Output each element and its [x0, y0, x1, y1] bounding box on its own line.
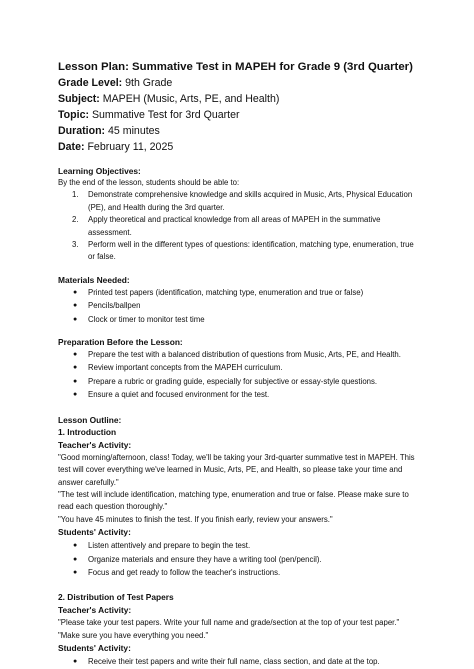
document-content: [58, 60, 420, 669]
list-item: ● Printed test papers (identification, matching type, enumeration and true or false): [58, 286, 420, 299]
distribution-title: 2. Distribution of Test Papers: [58, 592, 174, 603]
list-item: ● Organize materials and ensure they have a writing tool (pen/pencil).: [58, 553, 420, 566]
list-item: ● Listen attentively and prepare to begin the test.: [58, 539, 420, 552]
list-item: ● Review important concepts from the MAPEH curriculum.: [58, 361, 420, 374]
list-item: ● Ensure a quiet and focused environment for the test.: [58, 388, 420, 401]
list-item: ● Focus and get ready to follow the teacher's instructions.: [58, 566, 420, 579]
meta-subject: Subject: MAPEH (Music, Arts, PE, and Health): [58, 93, 280, 105]
bullet-icon: ●: [73, 288, 78, 296]
teacher-quote: "The test will include identification, matching type, enumeration and true or false. Please make sure to read each question thoroughly.": [58, 489, 409, 512]
introduction-title: 1. Introduction: [58, 426, 117, 437]
preparation-list: [58, 348, 420, 402]
list-item: 3. Perform well in the different types of questions: identification, matching type, enumeration, true or false.: [72, 240, 414, 262]
bullet-icon: ●: [73, 568, 78, 576]
objectives-intro: By the end of the lesson, students should be able to:: [58, 178, 240, 187]
materials-heading: Materials Needed:: [58, 274, 130, 285]
materials-list: [58, 286, 420, 326]
teacher-quote: "Make sure you have everything you need.": [58, 630, 209, 640]
outline-heading: Lesson Outline:: [58, 414, 122, 425]
teacher-activity-label: Teacher's Activity:: [58, 439, 132, 450]
students-activity-list: [58, 539, 420, 579]
bullet-icon: ●: [73, 351, 78, 359]
bullet-icon: ●: [73, 555, 78, 563]
distribution-students-list: [58, 655, 420, 668]
bullet-icon: ●: [73, 302, 78, 310]
preparation-heading: Preparation Before the Lesson:: [58, 337, 183, 348]
teacher-quote: "Please take your test papers. Write your full name and grade/section at the top of your test paper.": [58, 618, 400, 628]
distribution-teacher-label: Teacher's Activity:: [58, 605, 132, 616]
meta-grade-level: Grade Level: 9th Grade: [58, 77, 173, 89]
meta-duration: Duration: 45 minutes: [58, 125, 160, 137]
list-item: ● Receive their test papers and write their full name, class section, and date at the top.: [58, 655, 420, 668]
bullet-icon: ●: [73, 315, 78, 323]
objectives-list: [58, 189, 420, 263]
teacher-quote: "Good morning/afternoon, class! Today, we'll be taking your 3rd-quarter summative test in MAPEH. This test will cover everything we've learned in Music, Arts, PE, and Health, so please take your time and answer carefully.": [58, 452, 415, 487]
meta-topic: Topic: Summative Test for 3rd Quarter: [58, 109, 240, 121]
bullet-icon: ●: [73, 377, 78, 385]
list-item: 1. Demonstrate comprehensive knowledge and skills acquired in Music, Arts, Physical Education (PE), and Health during the 3rd quarter.: [72, 190, 413, 212]
list-item: ● Pencils/ballpen: [58, 299, 420, 312]
bullet-icon: ●: [73, 658, 78, 666]
bullet-icon: ●: [73, 542, 78, 550]
document-title: Lesson Plan: Summative Test in MAPEH for Grade 9 (3rd Quarter): [58, 61, 413, 73]
students-activity-label: Students' Activity:: [58, 527, 131, 538]
teacher-quote: "You have 45 minutes to finish the test. If you finish early, review your answers.": [58, 514, 333, 524]
list-item: ● Clock or timer to monitor test time: [58, 313, 420, 326]
list-item: ● Prepare a rubric or grading guide, especially for subjective or essay-style questions.: [58, 375, 420, 388]
bullet-icon: ●: [73, 364, 78, 372]
objectives-heading: Learning Objectives:: [58, 166, 141, 176]
list-item: ● Prepare the test with a balanced distribution of questions from Music, Arts, PE, and Health.: [58, 348, 420, 361]
list-item: 2. Apply theoretical and practical knowledge from all areas of MAPEH in the summative assessment.: [72, 215, 381, 237]
bullet-icon: ●: [73, 391, 78, 399]
meta-date: Date: February 11, 2025: [58, 141, 174, 153]
distribution-students-label: Students' Activity:: [58, 643, 131, 654]
